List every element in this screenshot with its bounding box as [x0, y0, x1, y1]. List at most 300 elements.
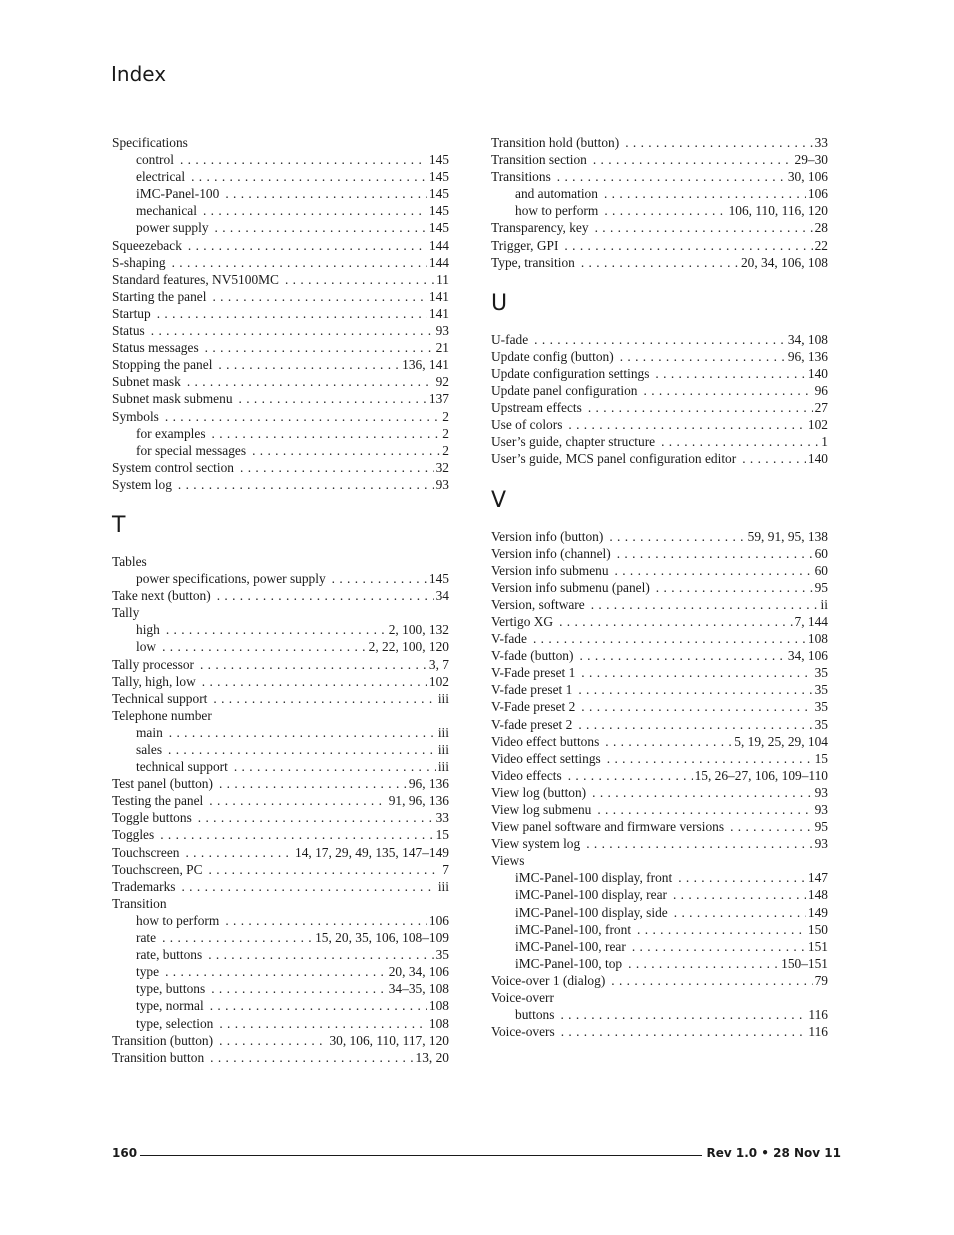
- index-entry: [491, 1023, 828, 1040]
- index-entry: [491, 801, 828, 818]
- index-term: Voice-overs: [491, 1024, 555, 1040]
- index-page-refs: 106: [807, 186, 828, 202]
- index-page-refs: 3, 7: [428, 656, 449, 672]
- dot-leader: [187, 373, 434, 390]
- index-page-refs: 145: [428, 220, 449, 236]
- index-page-refs: 1: [821, 434, 828, 450]
- index-page-refs: 140: [807, 451, 828, 467]
- dot-leader: [588, 399, 813, 416]
- index-term: iMC-Panel-100 display, rear: [515, 887, 667, 903]
- index-page-refs: 22: [814, 237, 828, 253]
- dot-leader: [564, 237, 812, 254]
- index-term: System control section: [112, 459, 234, 475]
- page-number: 160: [112, 1146, 138, 1160]
- index-term: iMC-Panel-100, front: [515, 921, 632, 937]
- index-term: Tally processor: [112, 656, 194, 672]
- index-subentry: [112, 219, 449, 236]
- index-term: Version info (button): [491, 528, 604, 544]
- index-page-refs: 15: [435, 827, 449, 843]
- index-term: Toggles: [112, 827, 155, 843]
- index-entry: [491, 365, 828, 382]
- index-term: power supply: [136, 220, 209, 236]
- index-page-refs: 116: [808, 1024, 828, 1040]
- index-term: Transition (button): [112, 1032, 214, 1048]
- dot-leader: [593, 151, 793, 168]
- dot-leader: [234, 758, 436, 775]
- index-term: Testing the panel: [112, 793, 204, 809]
- dot-leader: [533, 630, 806, 647]
- dot-leader: [208, 946, 433, 963]
- index-entry: [491, 579, 828, 596]
- index-term: type, buttons: [136, 981, 206, 997]
- index-entry: [112, 390, 449, 407]
- index-term: Video effect buttons: [491, 733, 600, 749]
- index-page-refs: 35: [814, 682, 828, 698]
- index-page-refs: 95: [814, 819, 828, 835]
- index-page-refs: 149: [807, 904, 828, 920]
- index-term: Trademarks: [112, 878, 176, 894]
- index-subentry: [112, 1015, 449, 1032]
- dot-leader: [285, 271, 434, 288]
- index-term: type, selection: [136, 1015, 214, 1031]
- index-entry: [112, 861, 449, 878]
- index-page-refs: iii: [437, 878, 449, 894]
- index-term: Starting the panel: [112, 288, 207, 304]
- footer-rule: [140, 1155, 702, 1156]
- index-subentry: [112, 621, 449, 638]
- index-entry: [491, 382, 828, 399]
- index-term: Version info submenu (panel): [491, 579, 650, 595]
- index-entry: [491, 219, 828, 236]
- index-entry: [112, 322, 449, 339]
- index-subentry: [491, 869, 828, 886]
- index-term: Take next (button): [112, 588, 211, 604]
- index-term: V-fade preset 1: [491, 682, 573, 698]
- dot-leader: [655, 365, 805, 382]
- index-entry: [112, 271, 449, 288]
- index-term: Voice-overr: [491, 990, 554, 1006]
- index-page-refs: 96, 136: [787, 348, 828, 364]
- index-term: mechanical: [136, 203, 197, 219]
- dot-leader: [597, 801, 812, 818]
- index-term: V-fade preset 2: [491, 716, 573, 732]
- index-page-refs: 30, 106: [787, 169, 828, 185]
- dot-leader: [210, 1049, 413, 1066]
- index-term: Toggle buttons: [112, 810, 192, 826]
- index-page-refs: iii: [437, 724, 449, 740]
- dot-leader: [151, 322, 434, 339]
- index-entry: [112, 1032, 449, 1049]
- index-page-refs: 96, 136: [408, 776, 449, 792]
- index-entry: [112, 356, 449, 373]
- index-entry: [491, 331, 828, 348]
- index-subentry: [112, 151, 449, 168]
- index-page-refs: 2: [442, 408, 449, 424]
- index-page-refs: 144: [428, 254, 449, 270]
- index-entry: [491, 416, 828, 433]
- index-page-refs: 33: [435, 810, 449, 826]
- index-term: type, normal: [136, 998, 204, 1014]
- index-entry: [491, 784, 828, 801]
- index-entry: [491, 630, 828, 647]
- dot-leader: [579, 647, 785, 664]
- index-entry: [491, 450, 828, 467]
- index-term: Version, software: [491, 596, 585, 612]
- index-subentry: [112, 912, 449, 929]
- index-entry: [491, 835, 828, 852]
- dot-leader: [678, 869, 806, 886]
- index-subentry: [112, 168, 449, 185]
- index-page-refs: 108: [428, 998, 449, 1014]
- index-entry: [491, 348, 828, 365]
- dot-leader: [559, 613, 792, 630]
- index-entry: [491, 168, 828, 185]
- index-page-refs: 106: [428, 912, 449, 928]
- index-page-refs: 116: [808, 1007, 828, 1023]
- index-page-refs: 5, 19, 25, 29, 104: [734, 733, 828, 749]
- index-entry: [491, 433, 828, 450]
- dot-leader: [180, 151, 427, 168]
- index-term: technical support: [136, 759, 228, 775]
- dot-leader: [160, 826, 433, 843]
- dot-leader: [202, 673, 427, 690]
- dot-leader: [581, 254, 739, 271]
- dot-leader: [181, 878, 435, 895]
- index-page-refs: 148: [807, 887, 828, 903]
- index-entry: [112, 673, 449, 690]
- dot-leader: [604, 202, 726, 219]
- index-entry: [112, 476, 449, 493]
- page-footer: [112, 1146, 841, 1164]
- index-term: Startup: [112, 305, 151, 321]
- index-term: Transitions: [491, 169, 551, 185]
- index-term: View system log: [491, 836, 581, 852]
- index-term: Subnet mask: [112, 374, 181, 390]
- index-term: Vertigo XG: [491, 613, 554, 629]
- index-term: Standard features, NV5100MC: [112, 271, 279, 287]
- index-entry: [112, 1049, 449, 1066]
- index-entry: [112, 792, 449, 809]
- index-page-refs: 106, 110, 116, 120: [728, 203, 828, 219]
- index-entry: [491, 852, 828, 869]
- index-entry: [491, 134, 828, 151]
- dot-leader: [581, 698, 812, 715]
- dot-leader: [607, 750, 813, 767]
- index-term: Telephone number: [112, 707, 212, 723]
- index-page-refs: 145: [428, 203, 449, 219]
- index-subentry: [491, 904, 828, 921]
- index-page-refs: 145: [428, 169, 449, 185]
- index-term: Stopping the panel: [112, 357, 213, 373]
- dot-leader: [213, 690, 435, 707]
- index-page-refs: 34, 108: [787, 331, 828, 347]
- dot-leader: [200, 656, 427, 673]
- index-entry: [112, 826, 449, 843]
- dot-leader: [162, 929, 313, 946]
- index-term: V-Fade preset 1: [491, 665, 576, 681]
- index-page-refs: 14, 17, 29, 49, 135, 147–149: [295, 844, 449, 860]
- dot-leader: [240, 459, 434, 476]
- index-term: User’s guide, chapter structure: [491, 434, 656, 450]
- index-page-refs: 93: [814, 802, 828, 817]
- dot-leader: [203, 202, 427, 219]
- index-term: iMC-Panel-100 display, front: [515, 870, 673, 886]
- index-page-refs: 150–151: [781, 955, 828, 971]
- index-page-refs: 34: [435, 588, 449, 604]
- index-page-refs: 102: [428, 673, 449, 689]
- dot-leader: [217, 587, 434, 604]
- index-term: Use of colors: [491, 417, 563, 433]
- index-term: View log (button): [491, 784, 587, 800]
- index-term: for examples: [136, 425, 206, 441]
- index-term: User’s guide, MCS panel configuration editor: [491, 451, 737, 467]
- index-term: Status messages: [112, 340, 199, 356]
- index-term: buttons: [515, 1007, 555, 1023]
- index-term: Tally: [112, 605, 140, 621]
- dot-leader: [157, 305, 427, 322]
- index-term: how to perform: [515, 203, 599, 219]
- index-page-refs: 93: [814, 836, 828, 852]
- index-term: View log submenu: [491, 802, 592, 817]
- index-page-refs: 60: [814, 562, 828, 578]
- dot-leader: [609, 528, 745, 545]
- dot-leader: [215, 219, 427, 236]
- index-term: control: [136, 152, 174, 168]
- index-page-refs: 147: [807, 870, 828, 886]
- dot-leader: [332, 570, 427, 587]
- dot-leader: [165, 963, 387, 980]
- dot-leader: [605, 733, 732, 750]
- index-term: Tables: [112, 553, 147, 569]
- index-term: low: [136, 639, 157, 655]
- index-term: Update config (button): [491, 348, 614, 364]
- index-page-refs: 32: [435, 459, 449, 475]
- index-page-refs: 92: [435, 374, 449, 390]
- index-subentry: [112, 724, 449, 741]
- index-term: S-shaping: [112, 254, 166, 270]
- index-term: Transition hold (button): [491, 135, 620, 150]
- index-subentry: [112, 758, 449, 775]
- index-term: Specifications: [112, 135, 188, 150]
- dot-leader: [625, 134, 812, 151]
- index-page-refs: 140: [807, 365, 828, 381]
- index-term: iMC-Panel-100, top: [515, 955, 623, 971]
- dot-leader: [568, 767, 693, 784]
- dot-leader: [615, 562, 813, 579]
- dot-leader: [166, 621, 387, 638]
- index-page-refs: 7: [442, 861, 449, 877]
- dot-leader: [239, 390, 427, 407]
- dot-leader: [568, 416, 806, 433]
- dot-leader: [632, 938, 806, 955]
- index-page-refs: 151: [807, 938, 828, 954]
- dot-leader: [560, 1006, 806, 1023]
- dot-leader: [178, 476, 434, 493]
- index-subentry: [491, 202, 828, 219]
- index-page-refs: 35: [814, 699, 828, 715]
- index-entry: [112, 254, 449, 271]
- index-entry: [112, 459, 449, 476]
- index-page-refs: 136, 141: [402, 357, 449, 373]
- index-entry: [112, 707, 449, 724]
- dot-leader: [674, 904, 806, 921]
- index-page-refs: iii: [437, 742, 449, 757]
- index-page-refs: 145: [428, 186, 449, 202]
- dot-leader: [165, 408, 440, 425]
- dot-leader: [620, 348, 786, 365]
- dot-leader: [604, 185, 806, 202]
- index-page-refs: 144: [428, 237, 449, 253]
- dot-leader: [162, 638, 367, 655]
- index-page-refs: 11: [436, 271, 449, 287]
- index-page-refs: 60: [814, 545, 828, 561]
- section-letter: V: [491, 487, 507, 513]
- index-page-refs: 108: [807, 631, 828, 647]
- index-entry: [491, 562, 828, 579]
- index-page-refs: 79: [814, 972, 828, 988]
- dot-leader: [219, 775, 407, 792]
- dot-leader: [581, 664, 812, 681]
- index-term: how to perform: [136, 912, 220, 928]
- index-page-refs: 59, 91, 95, 138: [747, 528, 828, 544]
- index-entry: [112, 373, 449, 390]
- dot-leader: [637, 921, 806, 938]
- index-term: V-fade: [491, 631, 527, 647]
- revision-label: Rev 1.0 • 28 Nov 11: [706, 1146, 841, 1160]
- index-page-refs: iii: [437, 690, 449, 706]
- index-entry: [491, 151, 828, 168]
- index-column-right: [491, 134, 828, 1040]
- index-entry: [491, 698, 828, 715]
- index-entry: [491, 716, 828, 733]
- dot-leader: [210, 997, 427, 1014]
- index-page-refs: 108: [428, 1015, 449, 1031]
- index-page-refs: 15, 26–27, 106, 109–110: [694, 767, 828, 783]
- index-term: Upstream effects: [491, 400, 582, 416]
- dot-leader: [169, 724, 436, 741]
- dot-leader: [219, 1032, 327, 1049]
- index-entry: [112, 604, 449, 621]
- index-subentry: [491, 886, 828, 903]
- index-page-refs: 21: [435, 340, 449, 356]
- index-page-refs: 13, 20: [415, 1049, 449, 1065]
- dot-leader: [212, 288, 426, 305]
- index-entry: [491, 399, 828, 416]
- index-term: Version info submenu: [491, 562, 609, 578]
- index-page-refs: 15: [814, 750, 828, 766]
- dot-leader: [578, 681, 812, 698]
- index-subentry: [112, 570, 449, 587]
- index-entry: [491, 818, 828, 835]
- index-page-refs: 141: [428, 288, 449, 304]
- index-subentry: [112, 980, 449, 997]
- index-entry: [112, 288, 449, 305]
- index-term: rate: [136, 930, 157, 946]
- index-entry: [112, 844, 449, 861]
- index-page-refs: 145: [428, 152, 449, 168]
- index-page-refs: 91, 96, 136: [388, 793, 449, 809]
- index-page-refs: 29–30: [794, 152, 828, 168]
- index-page-refs: 15, 20, 35, 106, 108–109: [315, 930, 449, 946]
- index-term: rate, buttons: [136, 947, 203, 963]
- index-subentry: [112, 425, 449, 442]
- index-term: View panel software and firmware versions: [491, 819, 725, 835]
- dot-leader: [628, 955, 779, 972]
- index-page-refs: 145: [428, 571, 449, 587]
- index-term: System log: [112, 476, 172, 492]
- index-entry: [491, 989, 828, 1006]
- dot-leader: [742, 450, 806, 467]
- index-page-refs: 27: [814, 400, 828, 416]
- index-column-left: [112, 134, 449, 1066]
- index-subentry: [112, 202, 449, 219]
- index-page-refs: 7, 144: [794, 613, 828, 629]
- dot-leader: [218, 356, 400, 373]
- index-entry: [112, 305, 449, 322]
- dot-leader: [205, 339, 434, 356]
- index-entry: [491, 545, 828, 562]
- dot-leader: [209, 792, 386, 809]
- index-page-refs: 150: [807, 921, 828, 937]
- index-term: Transparency, key: [491, 220, 589, 236]
- index-entry: [112, 134, 449, 151]
- index-page-refs: 30, 106, 110, 117, 120: [329, 1032, 449, 1048]
- dot-leader: [191, 168, 427, 185]
- index-term: iMC-Panel-100: [136, 186, 220, 202]
- index-term: and automation: [515, 186, 598, 202]
- index-entry: [491, 613, 828, 630]
- index-entry: [112, 339, 449, 356]
- index-term: Type, transition: [491, 254, 575, 270]
- dot-leader: [578, 716, 812, 733]
- index-page-refs: 35: [814, 716, 828, 732]
- dot-leader: [591, 596, 819, 613]
- index-term: Touchscreen: [112, 844, 180, 860]
- index-term: Test panel (button): [112, 776, 213, 792]
- index-page-refs: 20, 34, 106: [388, 964, 449, 980]
- index-page-refs: 34, 106: [787, 648, 828, 664]
- index-term: iMC-Panel-100, rear: [515, 938, 626, 954]
- index-subentry: [112, 638, 449, 655]
- index-term: V-fade (button): [491, 648, 574, 664]
- index-page-refs: 141: [428, 305, 449, 321]
- dot-leader: [561, 1023, 807, 1040]
- dot-leader: [225, 185, 427, 202]
- index-subentry: [112, 929, 449, 946]
- dot-leader: [644, 382, 813, 399]
- index-term: Video effects: [491, 767, 562, 783]
- index-entry: [491, 528, 828, 545]
- index-subentry: [491, 955, 828, 972]
- index-term: main: [136, 724, 163, 740]
- dot-leader: [168, 741, 436, 758]
- index-page-refs: 28: [814, 220, 828, 236]
- index-entry: [491, 681, 828, 698]
- index-page-refs: 137: [428, 391, 449, 407]
- dot-leader: [730, 818, 813, 835]
- index-entry: [112, 809, 449, 826]
- index-term: iMC-Panel-100 display, side: [515, 904, 668, 920]
- index-page-refs: iii: [437, 759, 449, 775]
- index-entry: [491, 647, 828, 664]
- index-term: Update panel configuration: [491, 383, 638, 399]
- index-page-refs: 35: [814, 665, 828, 681]
- dot-leader: [557, 168, 786, 185]
- index-entry: [112, 895, 449, 912]
- index-term: type: [136, 964, 160, 980]
- index-term: power specifications, power supply: [136, 571, 326, 587]
- index-page-refs: 2, 22, 100, 120: [368, 639, 449, 655]
